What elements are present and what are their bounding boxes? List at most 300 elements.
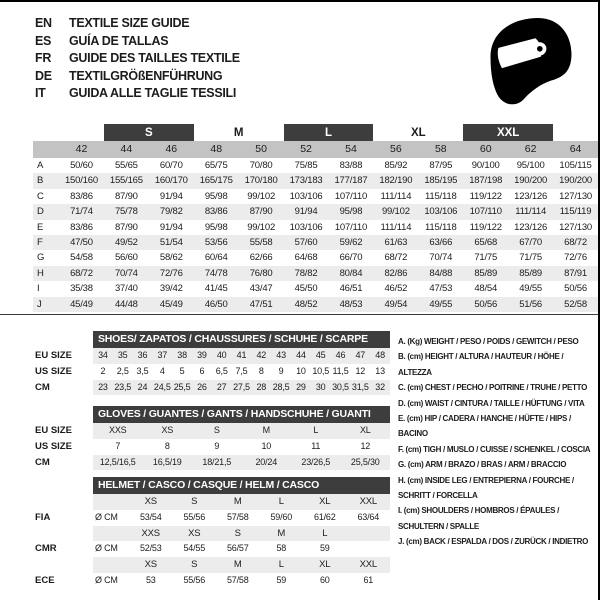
size-cell: 82/86: [384, 267, 408, 279]
size-cell: 28,5: [272, 381, 290, 392]
row-label: [33, 557, 93, 573]
size-cell: 160/170: [154, 175, 188, 187]
size-cell: 6,5: [215, 365, 228, 376]
size-cell: 53/56: [204, 236, 228, 248]
size-cell: 150/160: [64, 175, 98, 187]
size-cell: 115/118: [425, 221, 457, 233]
column-header: M: [277, 527, 286, 539]
size-cell: 8: [164, 440, 170, 451]
gloves-section: [33, 406, 390, 470]
size-cell: 70/74: [429, 252, 453, 264]
size-cell: 27,5: [233, 381, 250, 392]
size-cell: 30: [315, 381, 326, 392]
legend-item: A. (Kg) WEIGHT / PESO / POIDS / GEWITCH / PESO: [398, 337, 579, 346]
size-cell: 12,5/16,5: [99, 456, 136, 467]
column-header: S: [191, 559, 198, 571]
measurement-row: [33, 220, 598, 235]
size-cell: 51/56: [519, 298, 542, 310]
row-label: FIA: [35, 511, 51, 523]
size-cell: 61/63: [384, 236, 408, 248]
size-cell: 11,5: [332, 365, 349, 376]
size-cell: 71/75: [519, 252, 542, 264]
size-cell: 61/62: [313, 511, 336, 522]
measurement-row: [33, 173, 598, 188]
size-cell: 56/57: [226, 543, 249, 554]
size-cell: 29: [296, 381, 306, 392]
column-header: 44: [120, 143, 133, 155]
size-cell: 79/82: [159, 206, 183, 218]
spacer-cell: [93, 494, 129, 510]
row-label: A: [37, 160, 44, 171]
legend-item: E. (cm) HIP / CADERA / HANCHE / HÜFTE / HIPS / BACINO: [398, 414, 571, 439]
measurement-row: [33, 189, 598, 204]
size-cell: 50/56: [474, 298, 498, 310]
column-header: 62: [524, 143, 537, 155]
language-title: TEXTILE SIZE GUIDE: [69, 16, 190, 30]
size-cell: 12: [360, 440, 371, 451]
spacer-cell: [553, 124, 598, 141]
size-cell: 66/70: [339, 252, 363, 264]
size-cell: 123/126: [514, 221, 548, 233]
column-header: XXL: [359, 496, 377, 507]
size-cell: 59/62: [339, 236, 363, 248]
row-label: G: [37, 252, 45, 264]
size-cell: 107/110: [334, 221, 368, 233]
corner-cell: [33, 141, 59, 158]
language-row: [35, 15, 240, 33]
size-cell: 49/52: [114, 236, 138, 248]
size-cell: 84/88: [429, 267, 453, 279]
measurement-row: [33, 281, 598, 296]
size-cell: 83/88: [339, 160, 363, 171]
size-cell: 72/76: [159, 267, 183, 279]
size-cell: 75/85: [294, 160, 318, 171]
size-cell: 75/78: [114, 206, 138, 218]
size-cell: 30,5: [332, 381, 349, 392]
helmet-section-title: HELMET / CASCO / CASQUE / HELM / CASCO: [93, 477, 390, 494]
size-cell: 57/60: [294, 236, 318, 248]
size-cell: 91/94: [159, 190, 183, 202]
size-cell: XS: [161, 425, 174, 435]
size-cell: 103/106: [424, 206, 458, 218]
size-cell: 38: [177, 350, 187, 360]
size-cell: 27: [216, 381, 227, 392]
size-cell: 62/66: [249, 252, 273, 264]
measurement-row: [33, 266, 598, 281]
size-cell: 190/200: [559, 175, 593, 187]
size-cell: 42: [256, 350, 267, 360]
size-cell: 40: [216, 350, 227, 360]
size-cell: 190/200: [514, 175, 548, 187]
row-label: US SIZE: [35, 365, 72, 377]
size-cell: 5: [179, 365, 185, 376]
size-cell: 39/42: [159, 283, 183, 295]
size-cell: 53/54: [139, 511, 162, 522]
size-cell: 54/58: [70, 252, 93, 264]
size-cell: 87/90: [249, 206, 273, 218]
size-group-xxl: XXL: [463, 124, 553, 141]
size-cell: 35: [117, 350, 128, 360]
size-cell: 103/106: [289, 190, 323, 202]
size-cell: 13: [375, 365, 385, 376]
size-cell: 16,5/19: [152, 456, 182, 467]
size-cell: 46/50: [204, 298, 228, 310]
size-group-row: [33, 124, 598, 141]
row-cells: [93, 573, 390, 589]
diameter-label: Ø CM: [95, 543, 118, 554]
legend-item: F. (cm) TIGH / MUSLO / CUISSE / SCHENKEL / COSCIA: [398, 444, 591, 454]
size-cell: 44/48: [114, 298, 138, 310]
size-cell: 12: [355, 365, 366, 376]
size-cell: 37/40: [114, 283, 138, 295]
size-cell: 59/60: [270, 511, 293, 522]
size-cell: 95/98: [204, 190, 228, 202]
row-label: [33, 526, 93, 542]
size-cell: 18/21,5: [202, 456, 232, 467]
size-cell: 59: [319, 543, 330, 554]
size-cell: 155/165: [109, 175, 143, 187]
size-cell: 72/76: [564, 252, 587, 264]
size-cell: 95/98: [339, 206, 363, 218]
size-cell: 78/82: [294, 267, 318, 279]
size-cell: 6: [199, 365, 205, 376]
column-header: L: [278, 496, 284, 507]
row-cells: [93, 557, 390, 573]
column-header: M: [233, 559, 242, 571]
row-cells: [93, 423, 390, 439]
size-cell: 170/180: [244, 175, 278, 187]
row-label: EU SIZE: [35, 350, 72, 361]
row-label: F: [37, 236, 43, 248]
spacer-cell: [93, 526, 129, 542]
language-title: GUIDA ALLE TAGLIE TESSILI: [69, 86, 237, 100]
legend-item: D. (cm) WAIST / CINTURA / TAILLE / HÜFTUNG / VITA: [398, 398, 585, 408]
row-label: CM: [35, 381, 50, 393]
row-label: ECE: [35, 574, 55, 586]
size-cell: 31,5: [351, 381, 369, 392]
size-cell: 173/183: [289, 175, 323, 187]
column-header: XXL: [359, 559, 377, 571]
racing-helmet-icon: [487, 14, 575, 110]
language-title: TEXTILGRÖßENFÜHRUNG: [69, 68, 223, 83]
column-header: XS: [144, 559, 157, 571]
size-cell: 57/58: [226, 574, 249, 585]
size-cell: 39: [197, 350, 207, 360]
legend-item: G. (cm) ARM / BRAZO / BRAS / ARM / BRACCIO: [398, 460, 567, 470]
size-cell: 60: [319, 574, 330, 585]
size-cell: 71/74: [70, 206, 93, 218]
helmet-size-header-row: [33, 526, 390, 542]
language-code: ES: [35, 33, 52, 48]
size-cell: 103/106: [289, 221, 323, 233]
size-cell: 2,5: [116, 365, 129, 376]
size-cell: 187/198: [469, 175, 503, 187]
column-header: XS: [144, 496, 157, 507]
size-cell: 74/78: [204, 267, 228, 279]
legend-item: B. (cm) HEIGHT / ALTURA / HAUTEUR / HÖHE / ALTEZZA: [398, 352, 564, 377]
row-cells: [93, 510, 390, 526]
column-header: 56: [390, 143, 402, 155]
size-cell: 68/72: [564, 236, 587, 248]
size-cell: 41: [236, 350, 247, 360]
size-cell: L: [313, 425, 319, 435]
size-cell: 87/91: [564, 267, 587, 279]
size-cell: 46/52: [384, 283, 408, 295]
size-cell: 47/51: [249, 298, 273, 310]
size-cell: 24,5: [153, 381, 171, 392]
size-cell: 105/115: [559, 160, 592, 171]
legend-item: I. (cm) SHOULDERS / HOMBROS / ÉPAULES / SCHULTERN / SPALLE: [398, 506, 560, 531]
size-row: [33, 423, 390, 439]
size-cell: 23/26,5: [301, 456, 331, 467]
column-header: 60: [479, 143, 492, 155]
size-cell: 70/74: [114, 267, 138, 279]
column-header: S: [234, 527, 241, 539]
row-cells: [93, 364, 390, 380]
size-cell: 68/72: [70, 267, 93, 279]
size-group-m: M: [233, 126, 244, 139]
size-cell: 55/65: [114, 160, 138, 171]
size-cell: 28: [256, 381, 267, 392]
column-header: 54: [345, 143, 357, 155]
row-label: C: [37, 190, 44, 202]
language-row: [35, 50, 240, 68]
size-cell: 53: [145, 574, 156, 585]
row-cells: [93, 439, 390, 455]
size-cell: 59: [276, 574, 287, 585]
size-cell: 95/98: [204, 221, 228, 233]
column-header: 58: [434, 143, 447, 155]
size-cell: 165/175: [199, 175, 233, 187]
size-row: [33, 455, 390, 471]
legend-item: C. (cm) CHEST / PECHO / POITRINE / TRUHE / PETTO: [398, 383, 588, 393]
size-cell: 83/86: [70, 190, 93, 202]
size-cell: 107/110: [469, 206, 502, 218]
measurement-legend: [398, 334, 596, 550]
size-cell: 111/114: [515, 206, 547, 218]
gloves-section-title: GLOVES / GUANTES / GANTS / HANDSCHUHE / GUANTI: [93, 406, 390, 423]
measurement-row: [33, 250, 598, 265]
spacer-cell: [93, 557, 129, 573]
size-cell: 10: [296, 365, 306, 376]
size-cell: 49/54: [384, 298, 408, 310]
size-cell: 127/130: [559, 221, 593, 233]
row-cells: [93, 541, 390, 557]
size-cell: 119/122: [469, 221, 502, 233]
size-cell: 91/94: [294, 206, 318, 218]
size-cell: 91/94: [159, 221, 183, 233]
size-cell: 48: [375, 350, 385, 360]
size-cell: 48/53: [339, 298, 363, 310]
size-cell: 65/68: [474, 236, 498, 248]
column-header: S: [191, 496, 198, 507]
size-cell: 177/187: [334, 175, 368, 187]
size-cell: 2: [100, 365, 106, 376]
size-cell: 99/102: [381, 206, 410, 218]
size-cell: 115/118: [425, 190, 457, 202]
size-cell: 119/122: [469, 190, 502, 202]
language-row: [35, 33, 240, 51]
size-group-xl: XL: [410, 126, 426, 139]
size-cell: 111/114: [380, 221, 412, 233]
column-header: XS: [188, 527, 201, 539]
row-label: H: [37, 267, 44, 279]
size-cell: 95/100: [516, 160, 545, 171]
size-cell: [347, 541, 391, 557]
row-cells: [93, 348, 390, 364]
row-label: E: [37, 221, 44, 233]
size-cell: 49/55: [429, 298, 453, 310]
language-header: [35, 15, 240, 103]
row-label: CM: [35, 456, 50, 468]
size-cell: 85/89: [519, 267, 542, 279]
helmet-section: [33, 477, 390, 589]
shoes-size-table: [33, 348, 390, 395]
helmet-size-header-row: [33, 557, 390, 573]
size-cell: 24: [137, 381, 148, 392]
size-cell: 8: [258, 365, 264, 376]
diameter-label: Ø CM: [95, 574, 118, 585]
size-cell: 58: [276, 543, 287, 554]
size-cell: 7: [115, 440, 121, 451]
size-cell: 34: [98, 350, 108, 360]
size-cell: 47/53: [429, 283, 453, 295]
size-cell: 9: [278, 365, 284, 376]
size-cell: 63/64: [357, 511, 380, 522]
row-label: EU SIZE: [35, 425, 72, 436]
size-cell: 52/58: [564, 298, 587, 310]
measurement-row: [33, 297, 598, 312]
row-label: US SIZE: [35, 440, 72, 452]
column-header: XL: [319, 559, 331, 571]
size-group-l: L: [284, 124, 374, 141]
size-cell: 36: [137, 350, 148, 360]
shoes-section-title: SHOES/ ZAPATOS / CHAUSSURES / SCHUHE / SCARPE: [93, 331, 390, 348]
row-label: CMR: [35, 543, 57, 555]
row-label: B: [37, 175, 44, 187]
size-cell: 71/75: [474, 252, 498, 264]
size-cell: 65/75: [204, 160, 228, 171]
language-code: IT: [35, 86, 46, 100]
size-cell: 10: [261, 440, 272, 451]
size-cell: 50/60: [70, 160, 93, 171]
size-row: [33, 364, 390, 380]
column-header: 52: [300, 143, 312, 155]
size-cell: 49/55: [519, 283, 542, 295]
size-cell: 20/24: [255, 456, 278, 467]
size-cell: 55/58: [249, 236, 273, 248]
helmet-size-table: [33, 494, 390, 589]
column-header: L: [322, 527, 328, 539]
size-cell: 9: [214, 440, 220, 451]
size-cell: 127/130: [559, 190, 593, 202]
language-code: FR: [35, 51, 52, 65]
size-cell: 90/100: [471, 160, 500, 171]
size-cell: 46: [335, 350, 346, 360]
size-row: [33, 348, 390, 364]
size-cell: 45/50: [294, 283, 318, 295]
size-cell: 32: [375, 381, 385, 392]
size-cell: 35/38: [70, 283, 93, 295]
size-cell: 7,5: [235, 365, 248, 376]
size-cell: 123/126: [514, 190, 548, 202]
textile-size-table: [33, 124, 598, 312]
column-header: XL: [319, 496, 331, 507]
helmet-size-header-row: [33, 494, 390, 510]
size-cell: 60/70: [159, 160, 183, 171]
size-cell: 57/58: [226, 511, 249, 522]
row-label: D: [37, 206, 44, 218]
column-header: XXS: [141, 527, 160, 539]
language-code: EN: [35, 16, 52, 30]
size-cell: M: [262, 425, 270, 435]
size-cell: 185/195: [424, 175, 458, 187]
size-cell: 60/64: [204, 252, 228, 264]
size-cell: XXS: [109, 425, 127, 435]
column-header: 64: [569, 143, 582, 155]
row-cells: [93, 526, 390, 542]
size-cell: 87/90: [114, 221, 138, 233]
size-cell: 25,5: [173, 381, 191, 392]
language-code: DE: [35, 68, 52, 83]
helmet-value-row: [33, 573, 390, 589]
size-cell: 83/86: [70, 221, 93, 233]
column-header: 50: [255, 143, 267, 155]
size-cell: 68/72: [384, 252, 408, 264]
size-cell: 11: [311, 440, 321, 451]
measurement-row: [33, 158, 598, 173]
size-cell: 48/54: [474, 283, 498, 295]
size-cell: 23,5: [114, 381, 132, 392]
size-cell: 3,5: [136, 365, 149, 376]
size-columns-row: [33, 141, 598, 158]
size-cell: 64/68: [294, 252, 318, 264]
column-header: 46: [165, 143, 178, 155]
column-header: L: [278, 559, 284, 571]
size-cell: 50/56: [564, 283, 587, 295]
language-row: [35, 68, 240, 86]
column-header: [347, 526, 391, 542]
size-cell: 10,5: [312, 365, 330, 376]
size-cell: 37: [157, 350, 168, 360]
size-cell: 182/190: [379, 175, 413, 187]
size-cell: 63/66: [429, 236, 453, 248]
size-cell: 61: [363, 574, 374, 585]
size-cell: 85/92: [384, 160, 408, 171]
size-cell: S: [213, 425, 220, 435]
column-header: M: [233, 496, 242, 507]
row-cells: [93, 494, 390, 510]
legend-item: J. (cm) BACK / ESPALDA / DOS / ZURÜCK / INDIETRO: [398, 537, 589, 547]
spacer-cell: [33, 124, 104, 141]
size-cell: 46/51: [339, 283, 363, 295]
size-cell: 99/102: [247, 190, 276, 202]
size-cell: 80/84: [339, 267, 363, 279]
size-cell: 51/54: [159, 236, 183, 248]
size-cell: 76/80: [249, 267, 273, 279]
size-cell: 56/60: [114, 252, 138, 264]
language-title: GUIDE DES TAILLES TEXTILE: [69, 51, 240, 65]
size-group-s: S: [104, 124, 194, 141]
size-cell: 43: [276, 350, 286, 360]
language-row: [35, 85, 240, 103]
column-header: 42: [75, 143, 88, 155]
size-cell: 41/45: [204, 283, 228, 295]
size-cell: 4: [159, 365, 165, 376]
shoes-section: [33, 331, 390, 395]
size-cell: 58/62: [159, 252, 183, 264]
legend-item: H. (cm) INSIDE LEG / ENTREPIERNA / FOURCHE / SCHRITT / FORCELLA: [398, 475, 574, 501]
